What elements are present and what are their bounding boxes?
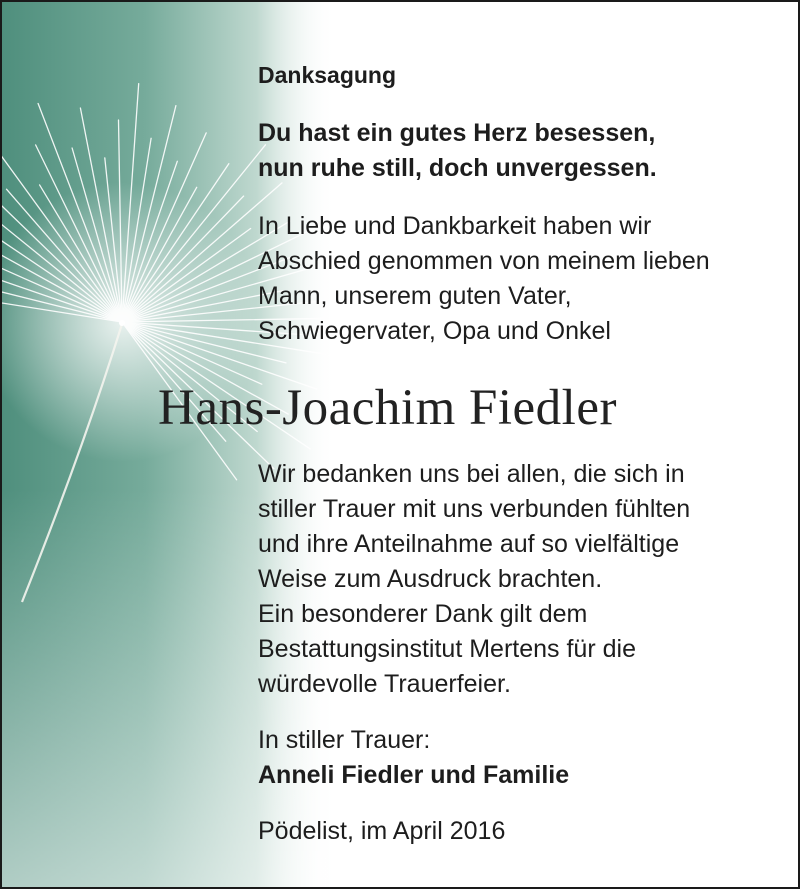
intro-line: Abschied genommen von meinem lieben — [258, 247, 710, 275]
intro-line: Schwiegervater, Opa und Onkel — [258, 317, 611, 345]
place-date: Pödelist, im April 2016 — [258, 817, 506, 845]
motto-verse — [258, 116, 657, 186]
thanks-line: Wir bedanken uns bei allen, die sich in — [258, 460, 685, 488]
mourners-block — [258, 723, 569, 793]
deceased-name: Hans-Joachim Fiedler — [158, 380, 617, 436]
thanks-line: stiller Trauer mit uns verbunden fühlten — [258, 495, 691, 523]
motto-line: Du hast ein gutes Herz besessen, — [258, 119, 656, 147]
motto-line: nun ruhe still, doch unvergessen. — [258, 154, 657, 182]
heading-danksagung: Danksagung — [258, 62, 397, 88]
mourners-names: Anneli Fiedler und Familie — [258, 761, 570, 789]
intro-line: Mann, unserem guten Vater, — [258, 282, 572, 310]
intro-paragraph — [258, 209, 710, 349]
thanks-line: Ein besonderer Dank gilt dem — [258, 600, 588, 628]
thanks-paragraph — [258, 457, 690, 702]
thanks-line: würdevolle Trauerfeier. — [258, 670, 511, 698]
intro-line: In Liebe und Dankbarkeit haben wir — [258, 212, 652, 240]
mourning-label: In stiller Trauer: — [258, 726, 431, 754]
thanks-line: Bestattungsinstitut Mertens für die — [258, 635, 636, 663]
thanks-line: Weise zum Ausdruck brachten. — [258, 565, 603, 593]
thanks-line: und ihre Anteilnahme auf so vielfältige — [258, 530, 680, 558]
